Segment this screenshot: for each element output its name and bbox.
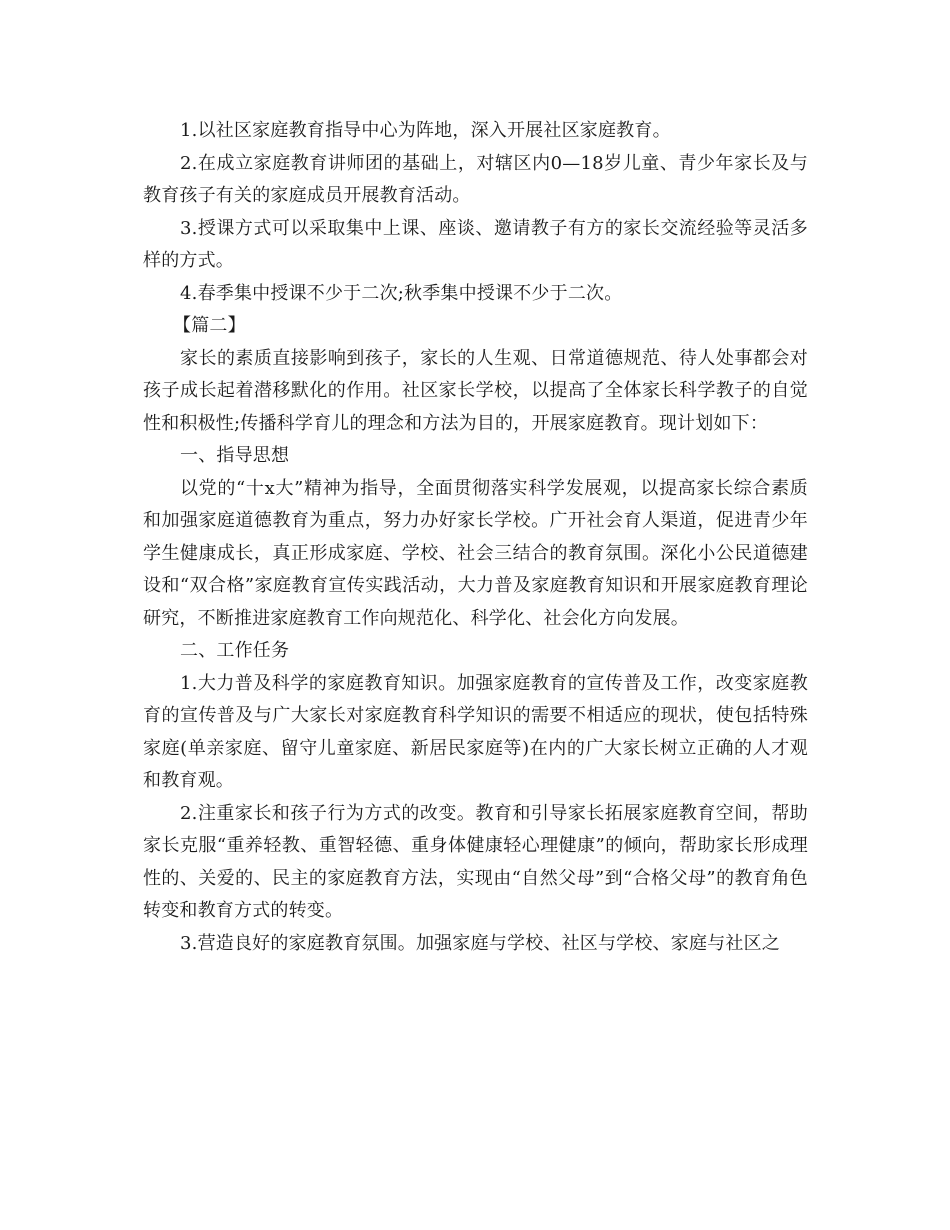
paragraph-item-1: 1.以社区家庭教育指导中心为阵地，深入开展社区家庭教育。 <box>180 120 671 141</box>
section-heading-work-tasks: 二、工作任务 <box>180 640 290 661</box>
paragraph-task-3: 3.营造良好的家庭教育氛围。加强家庭与学校、社区与学校、家庭与社区之 <box>180 932 780 954</box>
paragraph-intro: 家长的素质直接影响到孩子，家长的人生观、日常道德规范、待人处事都会对孩子成长起着潜移默化的作用。社区家长学校，以提高了全体家长科学教子的自觉性和积极性;传播科学育儿的理念和方法为目的，开展家庭教育。现计划如下： <box>143 347 808 434</box>
paragraph-task-2: 2.注重家长和孩子行为方式的改变。教育和引导家长拓展家庭教育空间，帮助家长克服“重养轻教、重智轻德、重身体健康轻心理健康”的倾向，帮助家长形成理性的、关爱的、民主的家庭教育方法，实现由“自然父母”到“合格父母”的教育角色转变和教育方式的转变。 <box>143 802 808 921</box>
section-heading-guiding-ideology: 一、指导思想 <box>180 445 290 466</box>
paragraph-guiding-ideology: 以党的“十x大”精神为指导，全面贯彻落实科学发展观，以提高家长综合素质和加强家庭道德教育为重点，努力办好家长学校。广开社会育人渠道，促进青少年学生健康成长，真正形成家庭、学校、社会三结合的教育氛围。深化小公民道德建设和“双合格”家庭教育宣传实践活动，大力普及家庭教育知识和开展家庭教育理论研究，不断推进家庭教育工作向规范化、科学化、社会化方向发展。 <box>143 477 808 629</box>
document-body <box>143 115 808 960</box>
paragraph-task-1: 1.大力普及科学的家庭教育知识。加强家庭教育的宣传普及工作，改变家庭教育的宣传普及与广大家长对家庭教育科学知识的需要不相适应的现状，使包括特殊家庭(单亲家庭、留守儿童家庭、新居民家庭等)在内的广大家长树立正确的人才观和教育观。 <box>143 672 808 791</box>
section-heading-part-two: 【篇二】 <box>173 315 246 336</box>
paragraph-item-3: 3.授课方式可以采取集中上课、座谈、邀请教子有方的家长交流经验等灵活多样的方式。 <box>143 217 808 271</box>
paragraph-item-2: 2.在成立家庭教育讲师团的基础上，对辖区内0—18岁儿童、青少年家长及与教育孩子有关的家庭成员开展教育活动。 <box>143 152 808 206</box>
paragraph-item-4: 4.春季集中授课不少于二次;秋季集中授课不少于二次。 <box>180 282 623 304</box>
